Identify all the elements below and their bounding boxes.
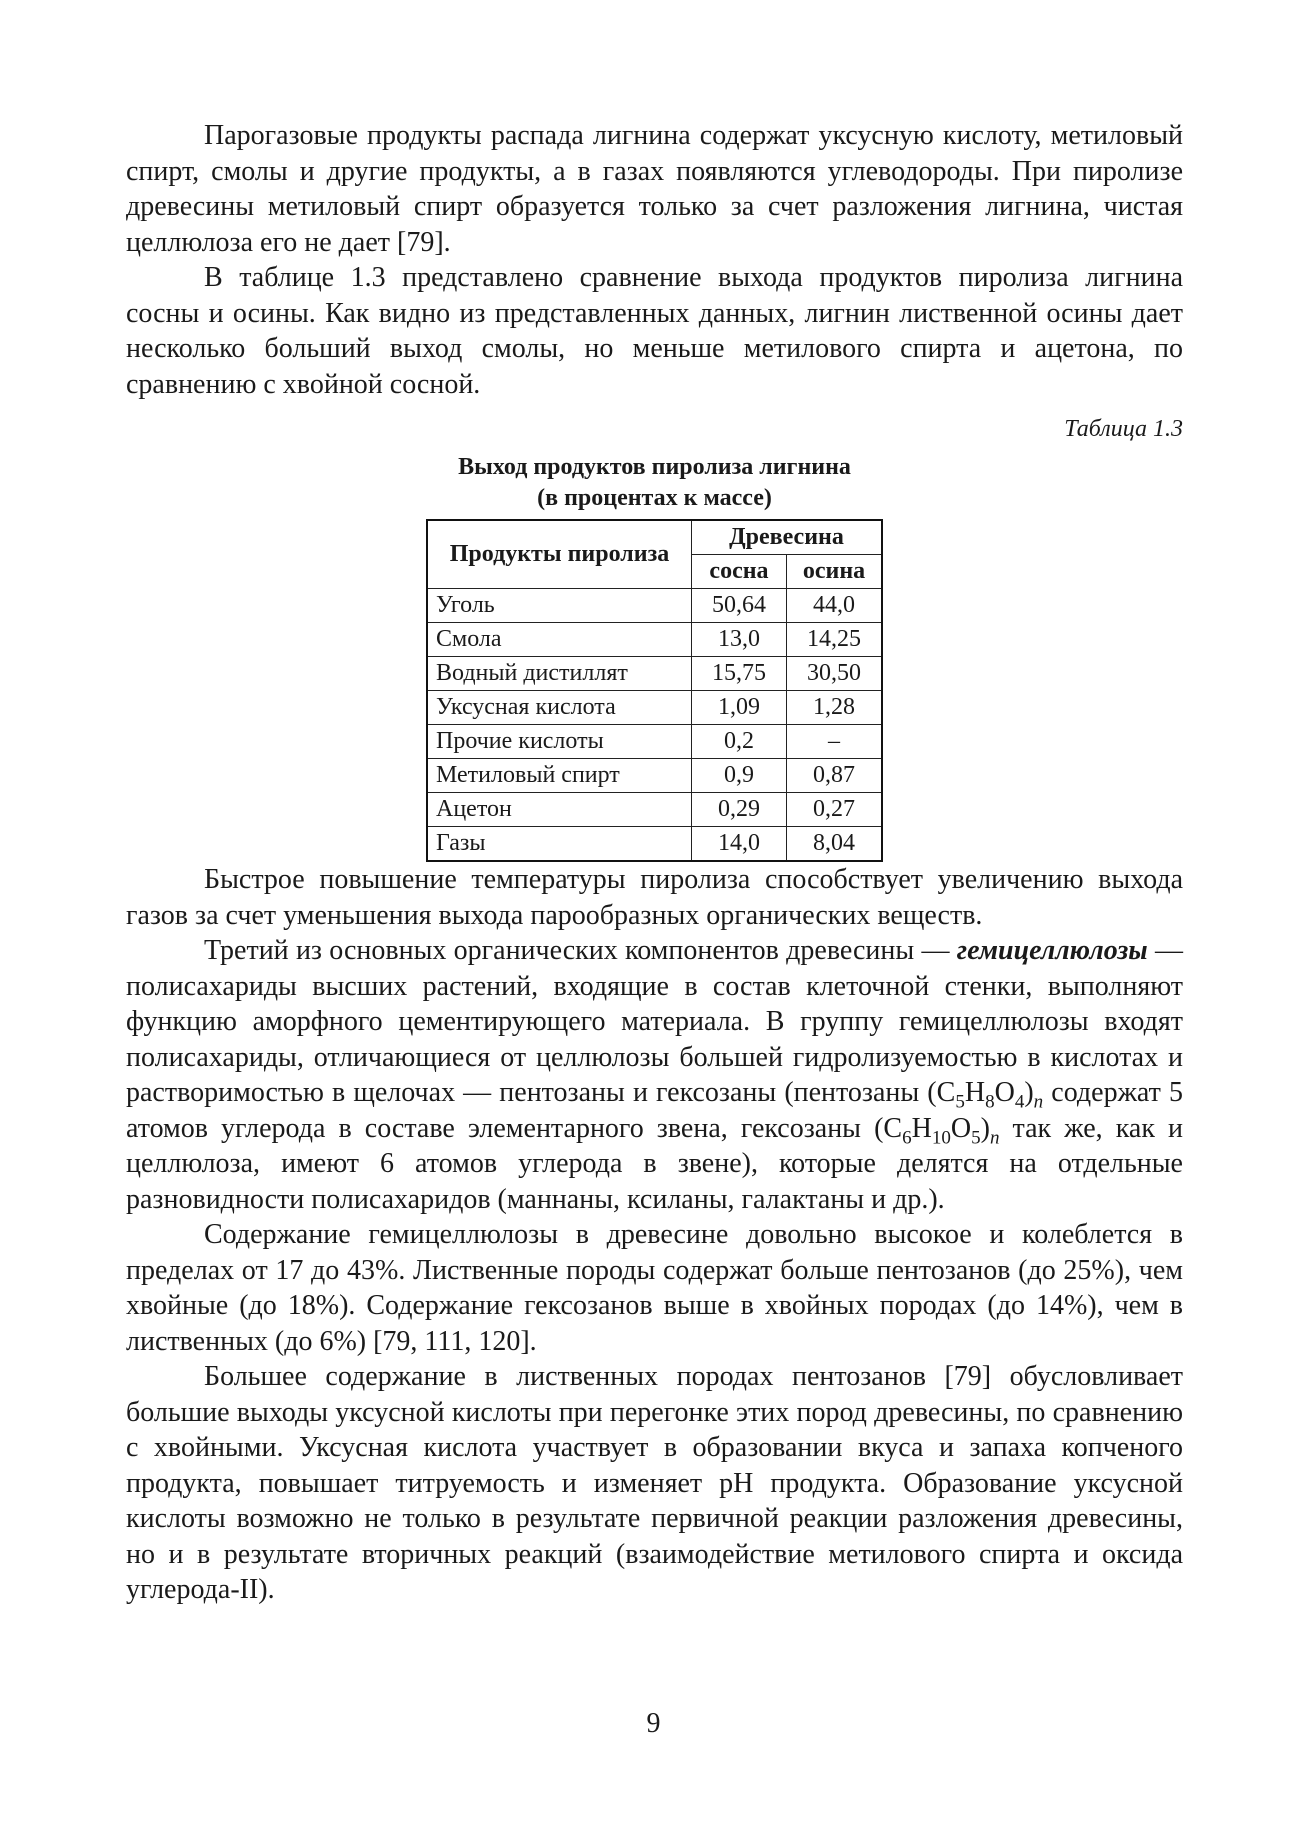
cell-aspen: 0,87 [787,759,883,793]
table-title [126,452,1183,514]
pyrolysis-table [426,519,883,862]
cell-aspen: 8,04 [787,827,883,862]
formula-part: H [964,1077,986,1108]
hemi-text-a: Третий из основных органических компонентов древесины — [204,935,957,966]
table-row [427,691,882,725]
hemi-text-f: содержат 5 атомов углерода в составе элементарного звена, гексозаны (C [126,1077,1183,1144]
cell-product: Ацетон [427,793,692,827]
cell-product: Метиловый спирт [427,759,692,793]
cell-aspen: 30,50 [787,657,883,691]
table-wrapper [126,519,1183,862]
table-row [427,793,882,827]
header-aspen: осина [787,555,883,589]
subscript: 6 [902,1127,912,1149]
cell-aspen: 14,25 [787,623,883,657]
cell-pine: 15,75 [692,657,787,691]
cell-aspen: – [787,725,883,759]
hemi-term: гемицеллюлозы [956,935,1148,966]
cell-product: Смола [427,623,692,657]
subscript-n: n [1033,1091,1044,1113]
header-wood: Древесина [692,520,883,555]
subscript-n: n [989,1127,1000,1149]
paragraph-fast-heating: Быстрое повышение температуры пиролиза способствует увеличению выхода газов за счет уменьшения выхода парообразных органических веществ. [126,864,1183,931]
cell-product: Прочие кислоты [427,725,692,759]
table-row [427,589,882,623]
cell-pine: 50,64 [692,589,787,623]
page-body [126,118,1183,1608]
header-products: Продукты пиролиза [427,520,692,589]
cell-pine: 13,0 [692,623,787,657]
paragraph-acetic-acid: Большее содержание в лиственных породах пентозанов [79] обусловливает большие выходы уксусной кислоты при перегонке этих пород древесины, по сравнению с хвойными. Уксусная кислота участвует в образовании вкуса и запаха копченого продукта, повышает титруемость и изменяет pH продукта. Образование уксусной кислоты возможно не только в результате первичной реакции разложения древесины, но и в результате вторичных реакций (взаимодействие метилового спирта и оксида углерода-II). [126,1361,1183,1605]
table-label: Таблица 1.3 [1064,416,1183,442]
table-row [427,759,882,793]
cell-aspen: 44,0 [787,589,883,623]
paragraph-lignin-products: Парогазовые продукты распада лигнина содержат уксусную кислоту, метиловый спирт, смолы и другие продукты, а в газах появляются углеводороды. При пиролизе древесины метиловый спирт образуется только за счет разложения лигнина, чистая целлюлоза его не дает [79]. [126,120,1183,258]
cell-pine: 0,9 [692,759,787,793]
formula-part: H [911,1112,932,1144]
cell-product: Газы [427,827,692,862]
cell-aspen: 0,27 [787,793,883,827]
subscript: 8 [985,1091,995,1113]
cell-product: Уголь [427,589,692,623]
table-row [427,827,882,862]
paragraph-hemicellulose-content: Содержание гемицеллюлозы в древесине довольно высокое и колеблется в пределах от 17 до 43%. Лиственные породы содержат больше пентозанов (до 25%), чем хвойные (до 18%). Содержание гексозанов выше в хвойных породах (до 14%), чем в лиственных (до 6%) [79, 111, 120]. [126,1219,1183,1357]
cell-product: Водный дистиллят [427,657,692,691]
subscript: 5 [955,1091,965,1113]
hemi-text-j: так же, как и целлюлоза, имеют 6 атомов углерода в звене), которые делятся на отдельные разновидности полисахаридов (маннаны, ксиланы, галактаны и др.). [126,1112,1183,1215]
formula-part: O [950,1112,972,1144]
page-number: 9 [646,1708,661,1739]
cell-product: Уксусная кислота [427,691,692,725]
paragraph-table-intro: В таблице 1.3 представлено сравнение выхода продуктов пиролиза лигнина сосны и осины. Как видно из представленных данных, лигнин лиственной осины дает несколько больший выход смолы, но меньше метилового спирта и ацетона, по сравнению с хвойной сосной. [126,262,1183,400]
table-title-line2: (в процентах к массе) [537,485,772,511]
cell-pine: 1,09 [692,691,787,725]
table-header-row [427,520,882,555]
table-row [427,623,882,657]
table-row [427,725,882,759]
formula-part: ) [980,1112,990,1144]
cell-pine: 0,29 [692,793,787,827]
subscript: 5 [971,1127,981,1149]
subscript: 4 [1014,1091,1025,1113]
cell-aspen: 1,28 [787,691,883,725]
table-row [427,657,882,691]
formula-part: O [994,1077,1015,1108]
cell-pine: 14,0 [692,827,787,862]
header-pine: сосна [692,555,787,589]
subscript: 10 [931,1127,951,1149]
paragraph-hemicellulose [126,933,1183,1217]
formula-part: ) [1024,1077,1034,1108]
hemi-text-b: — полисахариды высших растений, входящие в состав клеточной стенки, выполняют функцию аморфного цементирующего материала. В группу гемицеллюлозы входят полисахариды, отличающиеся от целлюлозы большей гидролизуемостью в кислотах и растворимостью в щелочах — пентозаны и гексозаны (пентозаны (C [126,935,1183,1108]
table-title-line1: Выход продуктов пиролиза лигнина [458,454,851,480]
cell-pine: 0,2 [692,725,787,759]
